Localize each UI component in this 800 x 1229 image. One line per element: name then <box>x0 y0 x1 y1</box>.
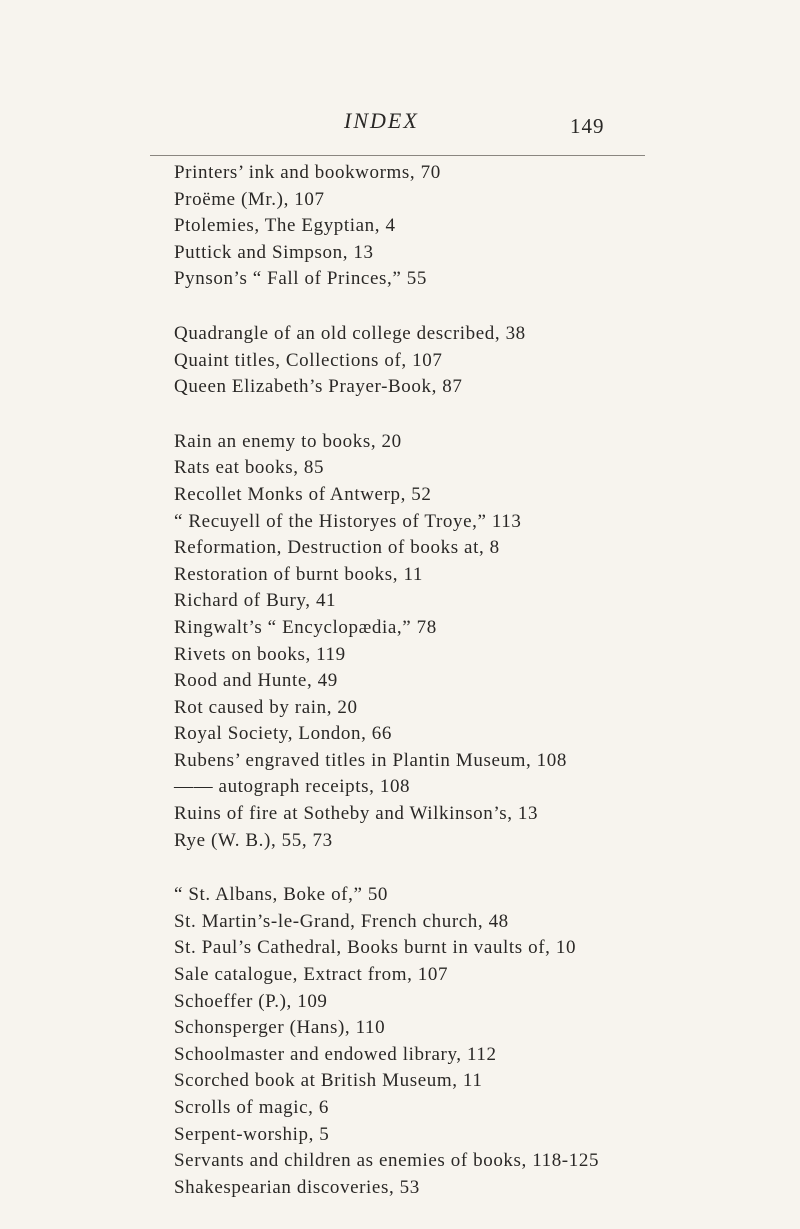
index-entry: Schoolmaster and endowed library, 112 <box>174 1043 497 1065</box>
page-number: 149 <box>570 114 605 138</box>
index-subentry: —— autograph receipts, 108 <box>174 776 411 798</box>
index-entry: Scorched book at British Museum, 11 <box>174 1070 483 1092</box>
index-entry: Queen Elizabeth’s Prayer-Book, 87 <box>174 376 463 398</box>
index-entry: Ringwalt’s “ Encyclopædia,” 78 <box>174 616 437 638</box>
index-entries <box>174 160 734 1229</box>
index-entry: Ptolemies, The Egyptian, 4 <box>174 215 396 237</box>
index-entry: Rood and Hunte, 49 <box>174 670 338 692</box>
index-entry: Rain an enemy to books, 20 <box>174 430 402 452</box>
index-group-r <box>174 429 734 855</box>
index-entry: “ Recuyell of the Historyes of Troye,” 113 <box>174 510 522 532</box>
index-entry: Reformation, Destruction of books at, 8 <box>174 537 500 559</box>
index-entry: Rubens’ engraved titles in Plantin Museum, 108 <box>174 749 567 771</box>
index-entry: Quaint titles, Collections of, 107 <box>174 349 443 371</box>
index-group-s <box>174 882 734 1201</box>
header-rule <box>150 155 645 156</box>
index-entry: Royal Society, London, 66 <box>174 723 392 745</box>
index-entry: Rivets on books, 119 <box>174 643 346 665</box>
index-entry: Ruins of fire at Sotheby and Wilkinson’s, 13 <box>174 803 539 825</box>
index-entry: Schonsperger (Hans), 110 <box>174 1017 386 1039</box>
index-entry: Puttick and Simpson, 13 <box>174 241 374 263</box>
index-entry: Quadrangle of an old college described, 38 <box>174 322 526 344</box>
index-entry: Rats eat books, 85 <box>174 457 325 479</box>
index-entry: Richard of Bury, 41 <box>174 590 337 612</box>
index-entry: Schoeffer (P.), 109 <box>174 990 328 1012</box>
index-entry: Pynson’s “ Fall of Princes,” 55 <box>174 268 427 290</box>
index-entry: Rot caused by rain, 20 <box>174 696 358 718</box>
running-title: INDEX <box>344 108 419 133</box>
index-entry: Scrolls of magic, 6 <box>174 1097 329 1118</box>
index-entry: Recollet Monks of Antwerp, 52 <box>174 483 432 505</box>
index-group-p <box>174 160 734 293</box>
running-head <box>0 108 800 142</box>
index-entry: Proëme (Mr.), 107 <box>174 188 325 210</box>
index-entry: Restoration of burnt books, 11 <box>174 563 423 585</box>
index-entry: St. Martin’s-le-Grand, French church, 48 <box>174 910 509 932</box>
index-entry: Printers’ ink and bookworms, 70 <box>174 162 441 183</box>
index-entry: Rye (W. B.), 55, 73 <box>174 829 333 851</box>
index-entry: “ St. Albans, Boke of,” 50 <box>174 884 389 906</box>
index-group-q <box>174 321 734 401</box>
index-entry: Shakespearian discoveries, 53 <box>174 1176 420 1198</box>
index-entry: St. Paul’s Cathedral, Books burnt in vaults of, 10 <box>174 937 577 959</box>
index-entry: Servants and children as enemies of books, 118-125 <box>174 1150 600 1172</box>
index-entry: Serpent-worship, 5 <box>174 1123 330 1145</box>
index-entry: Sale catalogue, Extract from, 107 <box>174 964 449 986</box>
